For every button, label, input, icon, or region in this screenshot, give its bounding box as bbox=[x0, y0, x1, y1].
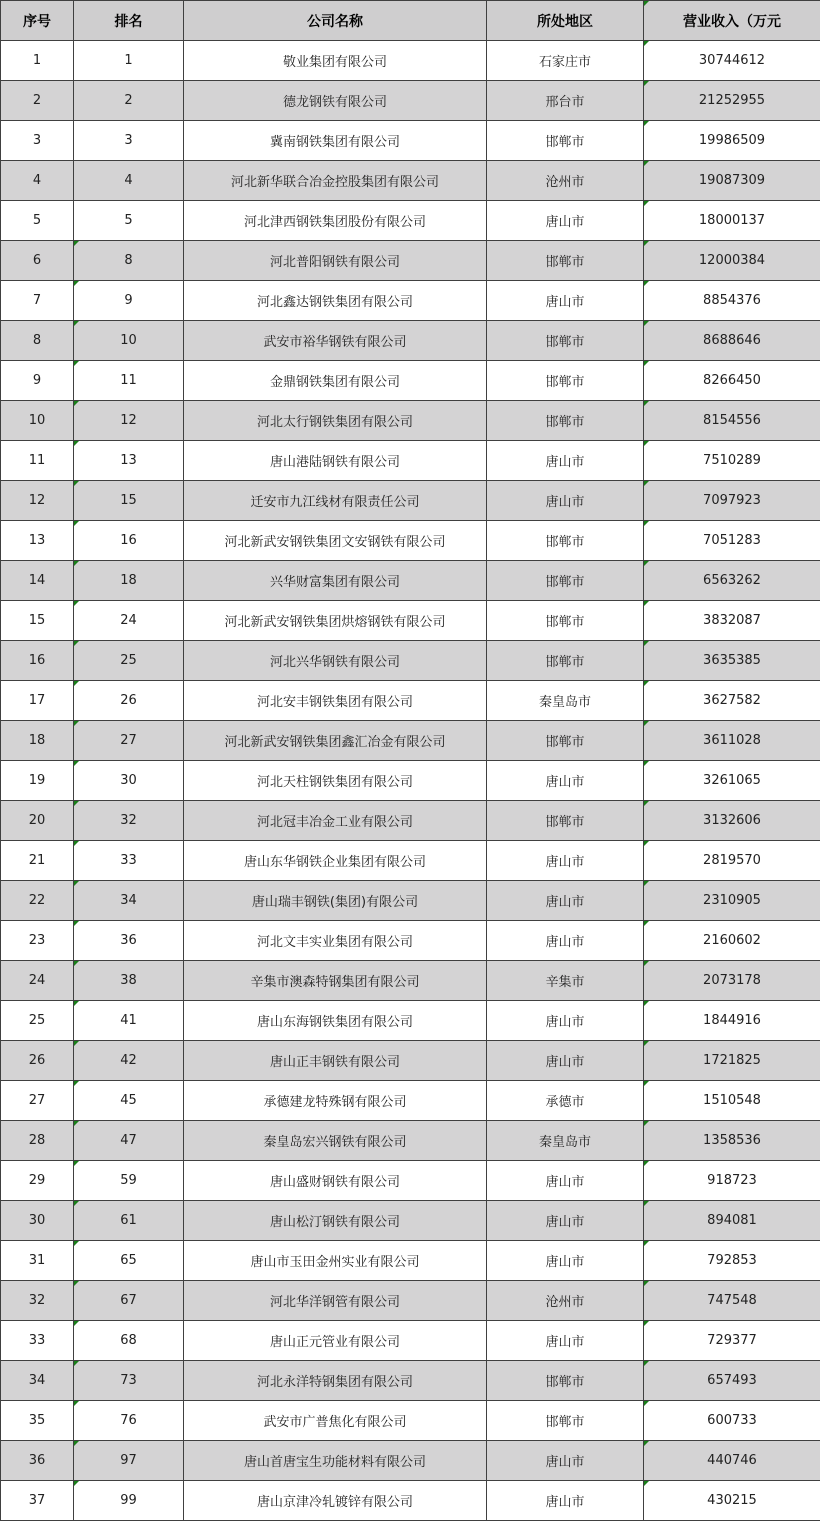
cell-rank: 11 bbox=[74, 361, 184, 401]
cell-region: 邯郸市 bbox=[487, 721, 644, 761]
cell-rank: 68 bbox=[74, 1321, 184, 1361]
cell-serial: 37 bbox=[1, 1481, 74, 1521]
cell-revenue: 600733 bbox=[644, 1401, 820, 1441]
cell-company-name: 武安市广普焦化有限公司 bbox=[184, 1401, 487, 1441]
cell-company-name: 河北津西钢铁集团股份有限公司 bbox=[184, 201, 487, 241]
cell-company-name: 唐山京津冷轧镀锌有限公司 bbox=[184, 1481, 487, 1521]
table-row bbox=[1, 41, 820, 81]
cell-company-name: 河北普阳钢铁有限公司 bbox=[184, 241, 487, 281]
cell-company-name: 河北兴华钢铁有限公司 bbox=[184, 641, 487, 681]
table-row bbox=[1, 121, 820, 161]
cell-revenue: 8154556 bbox=[644, 401, 820, 441]
cell-serial: 5 bbox=[1, 201, 74, 241]
cell-revenue: 19986509 bbox=[644, 121, 820, 161]
table-row bbox=[1, 361, 820, 401]
cell-region: 唐山市 bbox=[487, 1481, 644, 1521]
table-row bbox=[1, 641, 820, 681]
cell-revenue: 3635385 bbox=[644, 641, 820, 681]
cell-company-name: 河北新武安钢铁集团鑫汇冶金有限公司 bbox=[184, 721, 487, 761]
cell-serial: 22 bbox=[1, 881, 74, 921]
cell-serial: 13 bbox=[1, 521, 74, 561]
table-row bbox=[1, 1241, 820, 1281]
cell-revenue: 8854376 bbox=[644, 281, 820, 321]
table-row bbox=[1, 1321, 820, 1361]
cell-revenue: 7051283 bbox=[644, 521, 820, 561]
cell-revenue: 2819570 bbox=[644, 841, 820, 881]
table-row bbox=[1, 1201, 820, 1241]
cell-company-name: 河北冠丰冶金工业有限公司 bbox=[184, 801, 487, 841]
cell-rank: 32 bbox=[74, 801, 184, 841]
cell-region: 唐山市 bbox=[487, 201, 644, 241]
cell-company-name: 武安市裕华钢铁有限公司 bbox=[184, 321, 487, 361]
cell-company-name: 河北华洋钢管有限公司 bbox=[184, 1281, 487, 1321]
cell-serial: 26 bbox=[1, 1041, 74, 1081]
cell-serial: 28 bbox=[1, 1121, 74, 1161]
cell-company-name: 唐山首唐宝生功能材料有限公司 bbox=[184, 1441, 487, 1481]
cell-rank: 61 bbox=[74, 1201, 184, 1241]
cell-region: 邯郸市 bbox=[487, 601, 644, 641]
cell-serial: 8 bbox=[1, 321, 74, 361]
cell-company-name: 兴华财富集团有限公司 bbox=[184, 561, 487, 601]
cell-rank: 12 bbox=[74, 401, 184, 441]
table-row bbox=[1, 1121, 820, 1161]
table-row bbox=[1, 241, 820, 281]
cell-region: 唐山市 bbox=[487, 1161, 644, 1201]
cell-serial: 18 bbox=[1, 721, 74, 761]
cell-rank: 27 bbox=[74, 721, 184, 761]
cell-rank: 30 bbox=[74, 761, 184, 801]
cell-revenue: 3261065 bbox=[644, 761, 820, 801]
cell-rank: 15 bbox=[74, 481, 184, 521]
cell-rank: 47 bbox=[74, 1121, 184, 1161]
table-body bbox=[1, 41, 820, 1521]
cell-rank: 26 bbox=[74, 681, 184, 721]
cell-company-name: 冀南钢铁集团有限公司 bbox=[184, 121, 487, 161]
cell-company-name: 河北文丰实业集团有限公司 bbox=[184, 921, 487, 961]
cell-serial: 24 bbox=[1, 961, 74, 1001]
table-row bbox=[1, 1401, 820, 1441]
cell-rank: 38 bbox=[74, 961, 184, 1001]
cell-revenue: 1510548 bbox=[644, 1081, 820, 1121]
cell-serial: 36 bbox=[1, 1441, 74, 1481]
cell-region: 邯郸市 bbox=[487, 401, 644, 441]
cell-company-name: 敬业集团有限公司 bbox=[184, 41, 487, 81]
cell-revenue: 8688646 bbox=[644, 321, 820, 361]
cell-company-name: 秦皇岛宏兴钢铁有限公司 bbox=[184, 1121, 487, 1161]
cell-serial: 2 bbox=[1, 81, 74, 121]
cell-region: 沧州市 bbox=[487, 161, 644, 201]
cell-company-name: 德龙钢铁有限公司 bbox=[184, 81, 487, 121]
cell-company-name: 迁安市九江线材有限责任公司 bbox=[184, 481, 487, 521]
cell-serial: 34 bbox=[1, 1361, 74, 1401]
cell-rank: 73 bbox=[74, 1361, 184, 1401]
cell-serial: 14 bbox=[1, 561, 74, 601]
cell-revenue: 3132606 bbox=[644, 801, 820, 841]
cell-rank: 18 bbox=[74, 561, 184, 601]
cell-region: 邯郸市 bbox=[487, 241, 644, 281]
header-company-name: 公司名称 bbox=[184, 1, 487, 41]
cell-region: 邯郸市 bbox=[487, 1401, 644, 1441]
cell-revenue: 6563262 bbox=[644, 561, 820, 601]
cell-revenue: 7097923 bbox=[644, 481, 820, 521]
cell-revenue: 747548 bbox=[644, 1281, 820, 1321]
cell-revenue: 657493 bbox=[644, 1361, 820, 1401]
cell-serial: 31 bbox=[1, 1241, 74, 1281]
cell-serial: 19 bbox=[1, 761, 74, 801]
table-row bbox=[1, 561, 820, 601]
table-row bbox=[1, 1001, 820, 1041]
cell-region: 唐山市 bbox=[487, 881, 644, 921]
cell-revenue: 7510289 bbox=[644, 441, 820, 481]
cell-region: 唐山市 bbox=[487, 1001, 644, 1041]
table-row bbox=[1, 281, 820, 321]
cell-serial: 21 bbox=[1, 841, 74, 881]
cell-company-name: 唐山正丰钢铁有限公司 bbox=[184, 1041, 487, 1081]
cell-rank: 41 bbox=[74, 1001, 184, 1041]
cell-revenue: 729377 bbox=[644, 1321, 820, 1361]
cell-revenue: 21252955 bbox=[644, 81, 820, 121]
cell-company-name: 唐山瑞丰钢铁(集团)有限公司 bbox=[184, 881, 487, 921]
cell-rank: 8 bbox=[74, 241, 184, 281]
table-row bbox=[1, 1481, 820, 1521]
cell-revenue: 1721825 bbox=[644, 1041, 820, 1081]
cell-rank: 97 bbox=[74, 1441, 184, 1481]
cell-company-name: 唐山市玉田金州实业有限公司 bbox=[184, 1241, 487, 1281]
header-revenue: 营业收入（万元 bbox=[644, 1, 820, 41]
cell-region: 唐山市 bbox=[487, 1441, 644, 1481]
cell-serial: 1 bbox=[1, 41, 74, 81]
cell-rank: 42 bbox=[74, 1041, 184, 1081]
cell-company-name: 河北新华联合冶金控股集团有限公司 bbox=[184, 161, 487, 201]
cell-company-name: 河北新武安钢铁集团烘熔钢铁有限公司 bbox=[184, 601, 487, 641]
cell-revenue: 19087309 bbox=[644, 161, 820, 201]
cell-rank: 5 bbox=[74, 201, 184, 241]
table-row bbox=[1, 921, 820, 961]
cell-company-name: 辛集市澳森特钢集团有限公司 bbox=[184, 961, 487, 1001]
cell-region: 邯郸市 bbox=[487, 641, 644, 681]
table-row bbox=[1, 1081, 820, 1121]
cell-company-name: 唐山松汀钢铁有限公司 bbox=[184, 1201, 487, 1241]
table-row bbox=[1, 721, 820, 761]
cell-serial: 23 bbox=[1, 921, 74, 961]
cell-region: 邯郸市 bbox=[487, 521, 644, 561]
table-row bbox=[1, 801, 820, 841]
cell-region: 邯郸市 bbox=[487, 361, 644, 401]
table-row bbox=[1, 321, 820, 361]
cell-serial: 29 bbox=[1, 1161, 74, 1201]
cell-serial: 17 bbox=[1, 681, 74, 721]
table-header-row bbox=[1, 1, 820, 41]
cell-rank: 67 bbox=[74, 1281, 184, 1321]
cell-rank: 76 bbox=[74, 1401, 184, 1441]
cell-serial: 33 bbox=[1, 1321, 74, 1361]
table-row bbox=[1, 161, 820, 201]
cell-revenue: 3627582 bbox=[644, 681, 820, 721]
cell-rank: 24 bbox=[74, 601, 184, 641]
cell-region: 石家庄市 bbox=[487, 41, 644, 81]
cell-revenue: 12000384 bbox=[644, 241, 820, 281]
cell-serial: 35 bbox=[1, 1401, 74, 1441]
table-row bbox=[1, 521, 820, 561]
cell-revenue: 1844916 bbox=[644, 1001, 820, 1041]
cell-serial: 3 bbox=[1, 121, 74, 161]
cell-serial: 10 bbox=[1, 401, 74, 441]
cell-company-name: 河北太行钢铁集团有限公司 bbox=[184, 401, 487, 441]
cell-rank: 33 bbox=[74, 841, 184, 881]
table-row bbox=[1, 841, 820, 881]
cell-company-name: 唐山东海钢铁集团有限公司 bbox=[184, 1001, 487, 1041]
cell-company-name: 唐山东华钢铁企业集团有限公司 bbox=[184, 841, 487, 881]
cell-serial: 16 bbox=[1, 641, 74, 681]
cell-region: 邢台市 bbox=[487, 81, 644, 121]
cell-company-name: 河北新武安钢铁集团文安钢铁有限公司 bbox=[184, 521, 487, 561]
table-row bbox=[1, 441, 820, 481]
cell-rank: 1 bbox=[74, 41, 184, 81]
cell-revenue: 18000137 bbox=[644, 201, 820, 241]
cell-region: 邯郸市 bbox=[487, 321, 644, 361]
cell-rank: 3 bbox=[74, 121, 184, 161]
cell-revenue: 2310905 bbox=[644, 881, 820, 921]
header-region: 所处地区 bbox=[487, 1, 644, 41]
table-row bbox=[1, 1041, 820, 1081]
cell-serial: 6 bbox=[1, 241, 74, 281]
cell-rank: 10 bbox=[74, 321, 184, 361]
cell-revenue: 3611028 bbox=[644, 721, 820, 761]
cell-rank: 16 bbox=[74, 521, 184, 561]
header-rank: 排名 bbox=[74, 1, 184, 41]
cell-rank: 59 bbox=[74, 1161, 184, 1201]
cell-revenue: 430215 bbox=[644, 1481, 820, 1521]
cell-rank: 45 bbox=[74, 1081, 184, 1121]
table-row bbox=[1, 1281, 820, 1321]
cell-region: 邯郸市 bbox=[487, 121, 644, 161]
cell-serial: 30 bbox=[1, 1201, 74, 1241]
cell-revenue: 918723 bbox=[644, 1161, 820, 1201]
cell-region: 唐山市 bbox=[487, 481, 644, 521]
cell-region: 辛集市 bbox=[487, 961, 644, 1001]
cell-revenue: 30744612 bbox=[644, 41, 820, 81]
cell-rank: 25 bbox=[74, 641, 184, 681]
cell-region: 秦皇岛市 bbox=[487, 1121, 644, 1161]
cell-region: 唐山市 bbox=[487, 761, 644, 801]
cell-company-name: 唐山港陆钢铁有限公司 bbox=[184, 441, 487, 481]
cell-serial: 25 bbox=[1, 1001, 74, 1041]
cell-region: 唐山市 bbox=[487, 841, 644, 881]
cell-revenue: 8266450 bbox=[644, 361, 820, 401]
cell-revenue: 3832087 bbox=[644, 601, 820, 641]
cell-serial: 7 bbox=[1, 281, 74, 321]
cell-rank: 4 bbox=[74, 161, 184, 201]
table-row bbox=[1, 1441, 820, 1481]
cell-serial: 11 bbox=[1, 441, 74, 481]
cell-company-name: 河北鑫达钢铁集团有限公司 bbox=[184, 281, 487, 321]
cell-serial: 4 bbox=[1, 161, 74, 201]
cell-revenue: 1358536 bbox=[644, 1121, 820, 1161]
cell-company-name: 唐山盛财钢铁有限公司 bbox=[184, 1161, 487, 1201]
cell-serial: 9 bbox=[1, 361, 74, 401]
table-row bbox=[1, 761, 820, 801]
cell-serial: 32 bbox=[1, 1281, 74, 1321]
cell-company-name: 唐山正元管业有限公司 bbox=[184, 1321, 487, 1361]
cell-company-name: 河北安丰钢铁集团有限公司 bbox=[184, 681, 487, 721]
table-row bbox=[1, 881, 820, 921]
cell-rank: 9 bbox=[74, 281, 184, 321]
cell-region: 邯郸市 bbox=[487, 561, 644, 601]
cell-region: 邯郸市 bbox=[487, 1361, 644, 1401]
cell-company-name: 河北永洋特钢集团有限公司 bbox=[184, 1361, 487, 1401]
cell-region: 唐山市 bbox=[487, 281, 644, 321]
cell-region: 唐山市 bbox=[487, 441, 644, 481]
cell-region: 唐山市 bbox=[487, 1241, 644, 1281]
cell-region: 唐山市 bbox=[487, 921, 644, 961]
cell-rank: 99 bbox=[74, 1481, 184, 1521]
cell-serial: 15 bbox=[1, 601, 74, 641]
cell-revenue: 2073178 bbox=[644, 961, 820, 1001]
cell-region: 唐山市 bbox=[487, 1201, 644, 1241]
table-row bbox=[1, 1161, 820, 1201]
cell-rank: 13 bbox=[74, 441, 184, 481]
table-row bbox=[1, 401, 820, 441]
cell-company-name: 承德建龙特殊钢有限公司 bbox=[184, 1081, 487, 1121]
cell-serial: 27 bbox=[1, 1081, 74, 1121]
cell-company-name: 河北天柱钢铁集团有限公司 bbox=[184, 761, 487, 801]
cell-serial: 20 bbox=[1, 801, 74, 841]
cell-revenue: 2160602 bbox=[644, 921, 820, 961]
cell-rank: 2 bbox=[74, 81, 184, 121]
table-row bbox=[1, 481, 820, 521]
table-row bbox=[1, 1361, 820, 1401]
cell-region: 秦皇岛市 bbox=[487, 681, 644, 721]
table-row bbox=[1, 201, 820, 241]
cell-rank: 65 bbox=[74, 1241, 184, 1281]
cell-serial: 12 bbox=[1, 481, 74, 521]
table-row bbox=[1, 601, 820, 641]
cell-revenue: 894081 bbox=[644, 1201, 820, 1241]
cell-region: 唐山市 bbox=[487, 1041, 644, 1081]
cell-region: 沧州市 bbox=[487, 1281, 644, 1321]
cell-region: 承德市 bbox=[487, 1081, 644, 1121]
table-row bbox=[1, 961, 820, 1001]
cell-rank: 36 bbox=[74, 921, 184, 961]
header-serial: 序号 bbox=[1, 1, 74, 41]
table-row bbox=[1, 81, 820, 121]
cell-revenue: 792853 bbox=[644, 1241, 820, 1281]
table-row bbox=[1, 681, 820, 721]
cell-rank: 34 bbox=[74, 881, 184, 921]
cell-region: 唐山市 bbox=[487, 1321, 644, 1361]
cell-company-name: 金鼎钢铁集团有限公司 bbox=[184, 361, 487, 401]
cell-region: 邯郸市 bbox=[487, 801, 644, 841]
cell-revenue: 440746 bbox=[644, 1441, 820, 1481]
